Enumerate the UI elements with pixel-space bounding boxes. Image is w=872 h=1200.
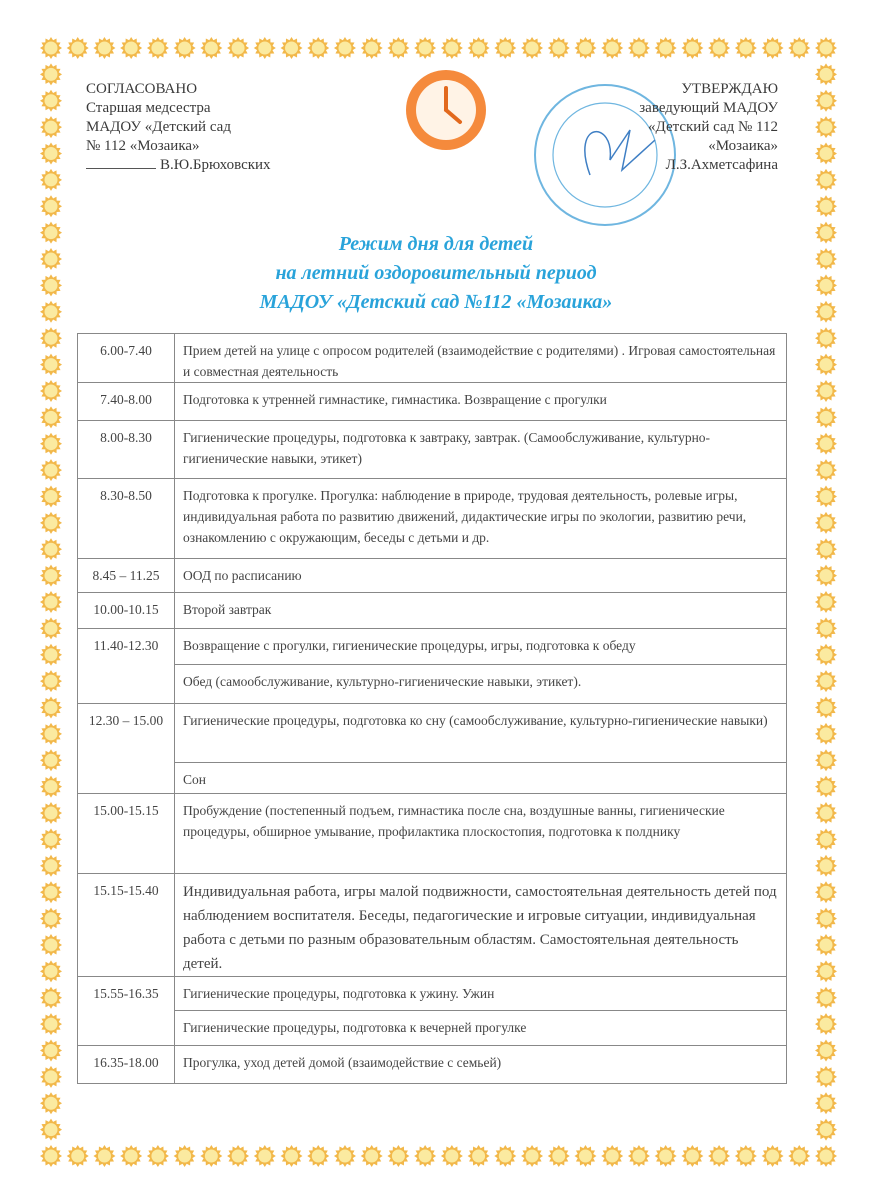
sun-icon — [548, 1145, 570, 1167]
sun-icon — [735, 37, 757, 59]
sun-icon — [815, 855, 837, 877]
sun-icon — [708, 37, 730, 59]
sun-icon — [521, 37, 543, 59]
sun-icon — [815, 195, 837, 217]
approval-signatory: В.Ю.Брюховских — [160, 157, 271, 173]
activity-cell: Обед (самообслуживание, культурно-гигиенические навыки, этикет). — [175, 665, 787, 704]
table-row — [78, 421, 787, 479]
activity-cell: Второй завтрак — [175, 593, 787, 629]
approval-heading: УТВЕРЖДАЮ — [681, 81, 778, 97]
sun-icon — [574, 37, 596, 59]
activity-cell: Индивидуальная работа, игры малой подвижности, самостоятельная деятельность детей под наблюдением воспитателя. Беседы, педагогические и игровые ситуации, индивидуальная работа с детьми по разным образовательным областям. Самостоятельная деятельность детей. — [175, 874, 787, 977]
sun-icon — [40, 1092, 62, 1114]
sun-icon — [40, 1119, 62, 1141]
sun-icon — [40, 37, 62, 59]
sun-icon — [40, 960, 62, 982]
activity-cell: Сон — [175, 763, 787, 794]
activity-cell: Гигиенические процедуры, подготовка к ужину. Ужин — [175, 977, 787, 1011]
activity-cell: Гигиенические процедуры, подготовка ко сну (самообслуживание, культурно-гигиенические навыки) — [175, 704, 787, 763]
sun-icon — [815, 644, 837, 666]
sun-icon — [254, 1145, 276, 1167]
sun-icon — [681, 37, 703, 59]
sun-icon — [815, 459, 837, 481]
time-cell: 8.00-8.30 — [78, 421, 175, 479]
sun-icon — [815, 433, 837, 455]
sun-icon — [40, 908, 62, 930]
table-row — [78, 794, 787, 874]
sun-icon — [601, 1145, 623, 1167]
sun-icon — [601, 37, 623, 59]
sun-icon — [40, 749, 62, 771]
sun-icon — [387, 1145, 409, 1167]
sun-icon — [40, 1145, 62, 1167]
sun-icon — [815, 354, 837, 376]
table-row — [78, 977, 787, 1011]
sun-icon — [628, 1145, 650, 1167]
sun-icon — [40, 327, 62, 349]
sun-icon — [387, 37, 409, 59]
sun-icon — [815, 37, 837, 59]
sun-icon — [414, 1145, 436, 1167]
activity-cell: Гигиенические процедуры, подготовка к вечерней прогулке — [175, 1011, 787, 1046]
sun-icon — [414, 37, 436, 59]
sun-icon — [815, 802, 837, 824]
signature — [86, 168, 156, 169]
sun-icon — [815, 749, 837, 771]
sun-icon — [762, 37, 784, 59]
sun-icon — [815, 565, 837, 587]
sun-icon — [334, 37, 356, 59]
time-cell: 15.55-16.35 — [78, 977, 175, 1046]
sun-icon — [120, 37, 142, 59]
sun-icon — [93, 37, 115, 59]
time-cell: 8.30-8.50 — [78, 479, 175, 559]
time-cell: 10.00-10.15 — [78, 593, 175, 629]
approval-org: «Детский сад № 112 — [648, 119, 778, 135]
sun-icon — [147, 1145, 169, 1167]
sun-icon — [815, 90, 837, 112]
time-cell: 8.45 – 11.25 — [78, 559, 175, 593]
activity-cell: ООД по расписанию — [175, 559, 787, 593]
sun-icon — [227, 37, 249, 59]
sun-icon — [40, 169, 62, 191]
sun-icon — [815, 960, 837, 982]
sun-icon — [815, 881, 837, 903]
sun-icon — [468, 1145, 490, 1167]
sun-icon — [40, 617, 62, 639]
sun-icon — [174, 37, 196, 59]
time-cell: 11.40-12.30 — [78, 629, 175, 704]
table-row — [78, 629, 787, 665]
sun-icon — [254, 37, 276, 59]
sun-icon — [815, 591, 837, 613]
sun-icon — [815, 908, 837, 930]
title-line: МАДОУ «Детский сад №112 «Мозаика» — [259, 291, 613, 313]
sun-icon — [441, 37, 463, 59]
sun-icon — [815, 1066, 837, 1088]
sun-icon — [521, 1145, 543, 1167]
sun-icon — [815, 1092, 837, 1114]
activity-cell: Возвращение с прогулки, гигиенические процедуры, игры, подготовка к обеду — [175, 629, 787, 665]
sun-icon — [815, 143, 837, 165]
approval-block-right — [639, 80, 778, 175]
sun-icon — [40, 881, 62, 903]
sun-icon — [655, 37, 677, 59]
table-row — [78, 665, 787, 704]
sun-icon — [788, 1145, 810, 1167]
sun-icon — [40, 143, 62, 165]
sun-icon — [681, 1145, 703, 1167]
table-row — [78, 559, 787, 593]
table-row — [78, 479, 787, 559]
sun-icon — [628, 37, 650, 59]
sun-icon — [40, 934, 62, 956]
sun-icon — [815, 617, 837, 639]
time-cell: 6.00-7.40 — [78, 334, 175, 383]
sun-icon — [40, 538, 62, 560]
sun-icon — [40, 697, 62, 719]
sun-icon — [40, 380, 62, 402]
sun-icon — [815, 169, 837, 191]
sun-icon — [281, 1145, 303, 1167]
sun-icon — [574, 1145, 596, 1167]
time-cell: 15.15-15.40 — [78, 874, 175, 977]
sun-icon — [281, 37, 303, 59]
sun-icon — [788, 37, 810, 59]
activity-cell: Подготовка к прогулке. Прогулка: наблюдение в природе, трудовая деятельность, ролевые игры, индивидуальная работа по развитию движений, дидактические игры по экологии, развитию речи, ознакомлению с окружающим, беседы с детьми и др. — [175, 479, 787, 559]
time-cell: 16.35-18.00 — [78, 1046, 175, 1084]
sun-icon — [200, 37, 222, 59]
time-cell: 7.40-8.00 — [78, 383, 175, 421]
sun-icon — [815, 1039, 837, 1061]
sun-icon — [815, 697, 837, 719]
table-row — [78, 874, 787, 977]
time-cell: 12.30 – 15.00 — [78, 704, 175, 794]
title-line: на летний оздоровительный период — [275, 262, 597, 284]
approval-block-left — [86, 80, 271, 175]
approval-org: № 112 «Мозаика» — [86, 138, 200, 154]
sun-icon — [307, 1145, 329, 1167]
sun-icon — [441, 1145, 463, 1167]
sun-icon — [67, 1145, 89, 1167]
activity-cell: Пробуждение (постепенный подъем, гимнастика после сна, воздушные ванны, гигиенические процедуры, обширное умывание, профилактика плоскостопия, подготовка к полднику — [175, 794, 787, 874]
sun-icon — [40, 1039, 62, 1061]
daily-schedule-table — [77, 333, 787, 1084]
sun-icon — [815, 828, 837, 850]
sun-icon — [40, 512, 62, 534]
sun-icon — [815, 1013, 837, 1035]
sun-icon — [174, 1145, 196, 1167]
activity-cell: Гигиенические процедуры, подготовка к завтраку, завтрак. (Самообслуживание, культурно-гигиенические навыки, этикет) — [175, 421, 787, 479]
sun-icon — [40, 63, 62, 85]
sun-icon — [93, 1145, 115, 1167]
approval-heading: СОГЛАСОВАНО — [86, 81, 198, 97]
sun-icon — [40, 433, 62, 455]
sun-icon — [815, 987, 837, 1009]
approval-org: МАДОУ «Детский сад — [86, 119, 231, 135]
sun-icon — [40, 565, 62, 587]
title-line: Режим дня для детей — [338, 233, 534, 255]
table-row — [78, 1011, 787, 1046]
sun-icon — [334, 1145, 356, 1167]
sun-icon — [815, 406, 837, 428]
sun-icon — [40, 1066, 62, 1088]
sun-icon — [40, 406, 62, 428]
sun-icon — [227, 1145, 249, 1167]
table-row — [78, 704, 787, 763]
document-title — [0, 230, 872, 317]
sun-icon — [815, 1145, 837, 1167]
sun-icon — [361, 37, 383, 59]
sun-icon — [200, 1145, 222, 1167]
sun-icon — [815, 116, 837, 138]
time-cell: 15.00-15.15 — [78, 794, 175, 874]
sun-icon — [40, 195, 62, 217]
sun-icon — [815, 1119, 837, 1141]
sun-icon — [735, 1145, 757, 1167]
sun-icon — [40, 90, 62, 112]
sun-icon — [40, 459, 62, 481]
sun-icon — [40, 591, 62, 613]
sun-icon — [67, 37, 89, 59]
sun-icon — [40, 670, 62, 692]
activity-cell: Подготовка к утренней гимнастике, гимнастика. Возвращение с прогулки — [175, 383, 787, 421]
approval-signatory: Л.З.Ахметсафина — [665, 157, 778, 173]
sun-icon — [815, 63, 837, 85]
table-row — [78, 593, 787, 629]
sun-icon — [40, 828, 62, 850]
sun-icon — [494, 37, 516, 59]
sun-icon — [494, 1145, 516, 1167]
sun-icon — [815, 776, 837, 798]
sun-icon — [708, 1145, 730, 1167]
sun-icon — [147, 37, 169, 59]
clock-icon — [404, 68, 488, 152]
sun-icon — [815, 380, 837, 402]
approval-org: «Мозаика» — [708, 138, 778, 154]
sun-icon — [40, 723, 62, 745]
sun-icon — [815, 934, 837, 956]
sun-icon — [762, 1145, 784, 1167]
table-row — [78, 383, 787, 421]
sun-icon — [815, 723, 837, 745]
sun-icon — [40, 644, 62, 666]
activity-cell: Прогулка, уход детей домой (взаимодействие с семьей) — [175, 1046, 787, 1084]
sun-icon — [815, 512, 837, 534]
sun-icon — [468, 37, 490, 59]
sun-icon — [40, 354, 62, 376]
sun-icon — [40, 802, 62, 824]
sun-icon — [40, 116, 62, 138]
sun-icon — [815, 670, 837, 692]
sun-icon — [40, 485, 62, 507]
sun-icon — [40, 987, 62, 1009]
sun-icon — [548, 37, 570, 59]
sun-icon — [40, 776, 62, 798]
table-row — [78, 334, 787, 383]
table-row — [78, 763, 787, 794]
sun-icon — [655, 1145, 677, 1167]
table-row — [78, 1046, 787, 1084]
sun-icon — [120, 1145, 142, 1167]
sun-icon — [40, 855, 62, 877]
sun-icon — [815, 327, 837, 349]
sun-icon — [361, 1145, 383, 1167]
sun-icon — [815, 485, 837, 507]
approval-position: заведующий МАДОУ — [639, 100, 778, 116]
approval-position: Старшая медсестра — [86, 100, 211, 116]
sun-icon — [815, 538, 837, 560]
sun-icon — [40, 1013, 62, 1035]
sun-icon — [307, 37, 329, 59]
activity-cell: Прием детей на улице с опросом родителей (взаимодействие с родителями) . Игровая самостоятельная и совместная деятельность — [175, 334, 787, 383]
